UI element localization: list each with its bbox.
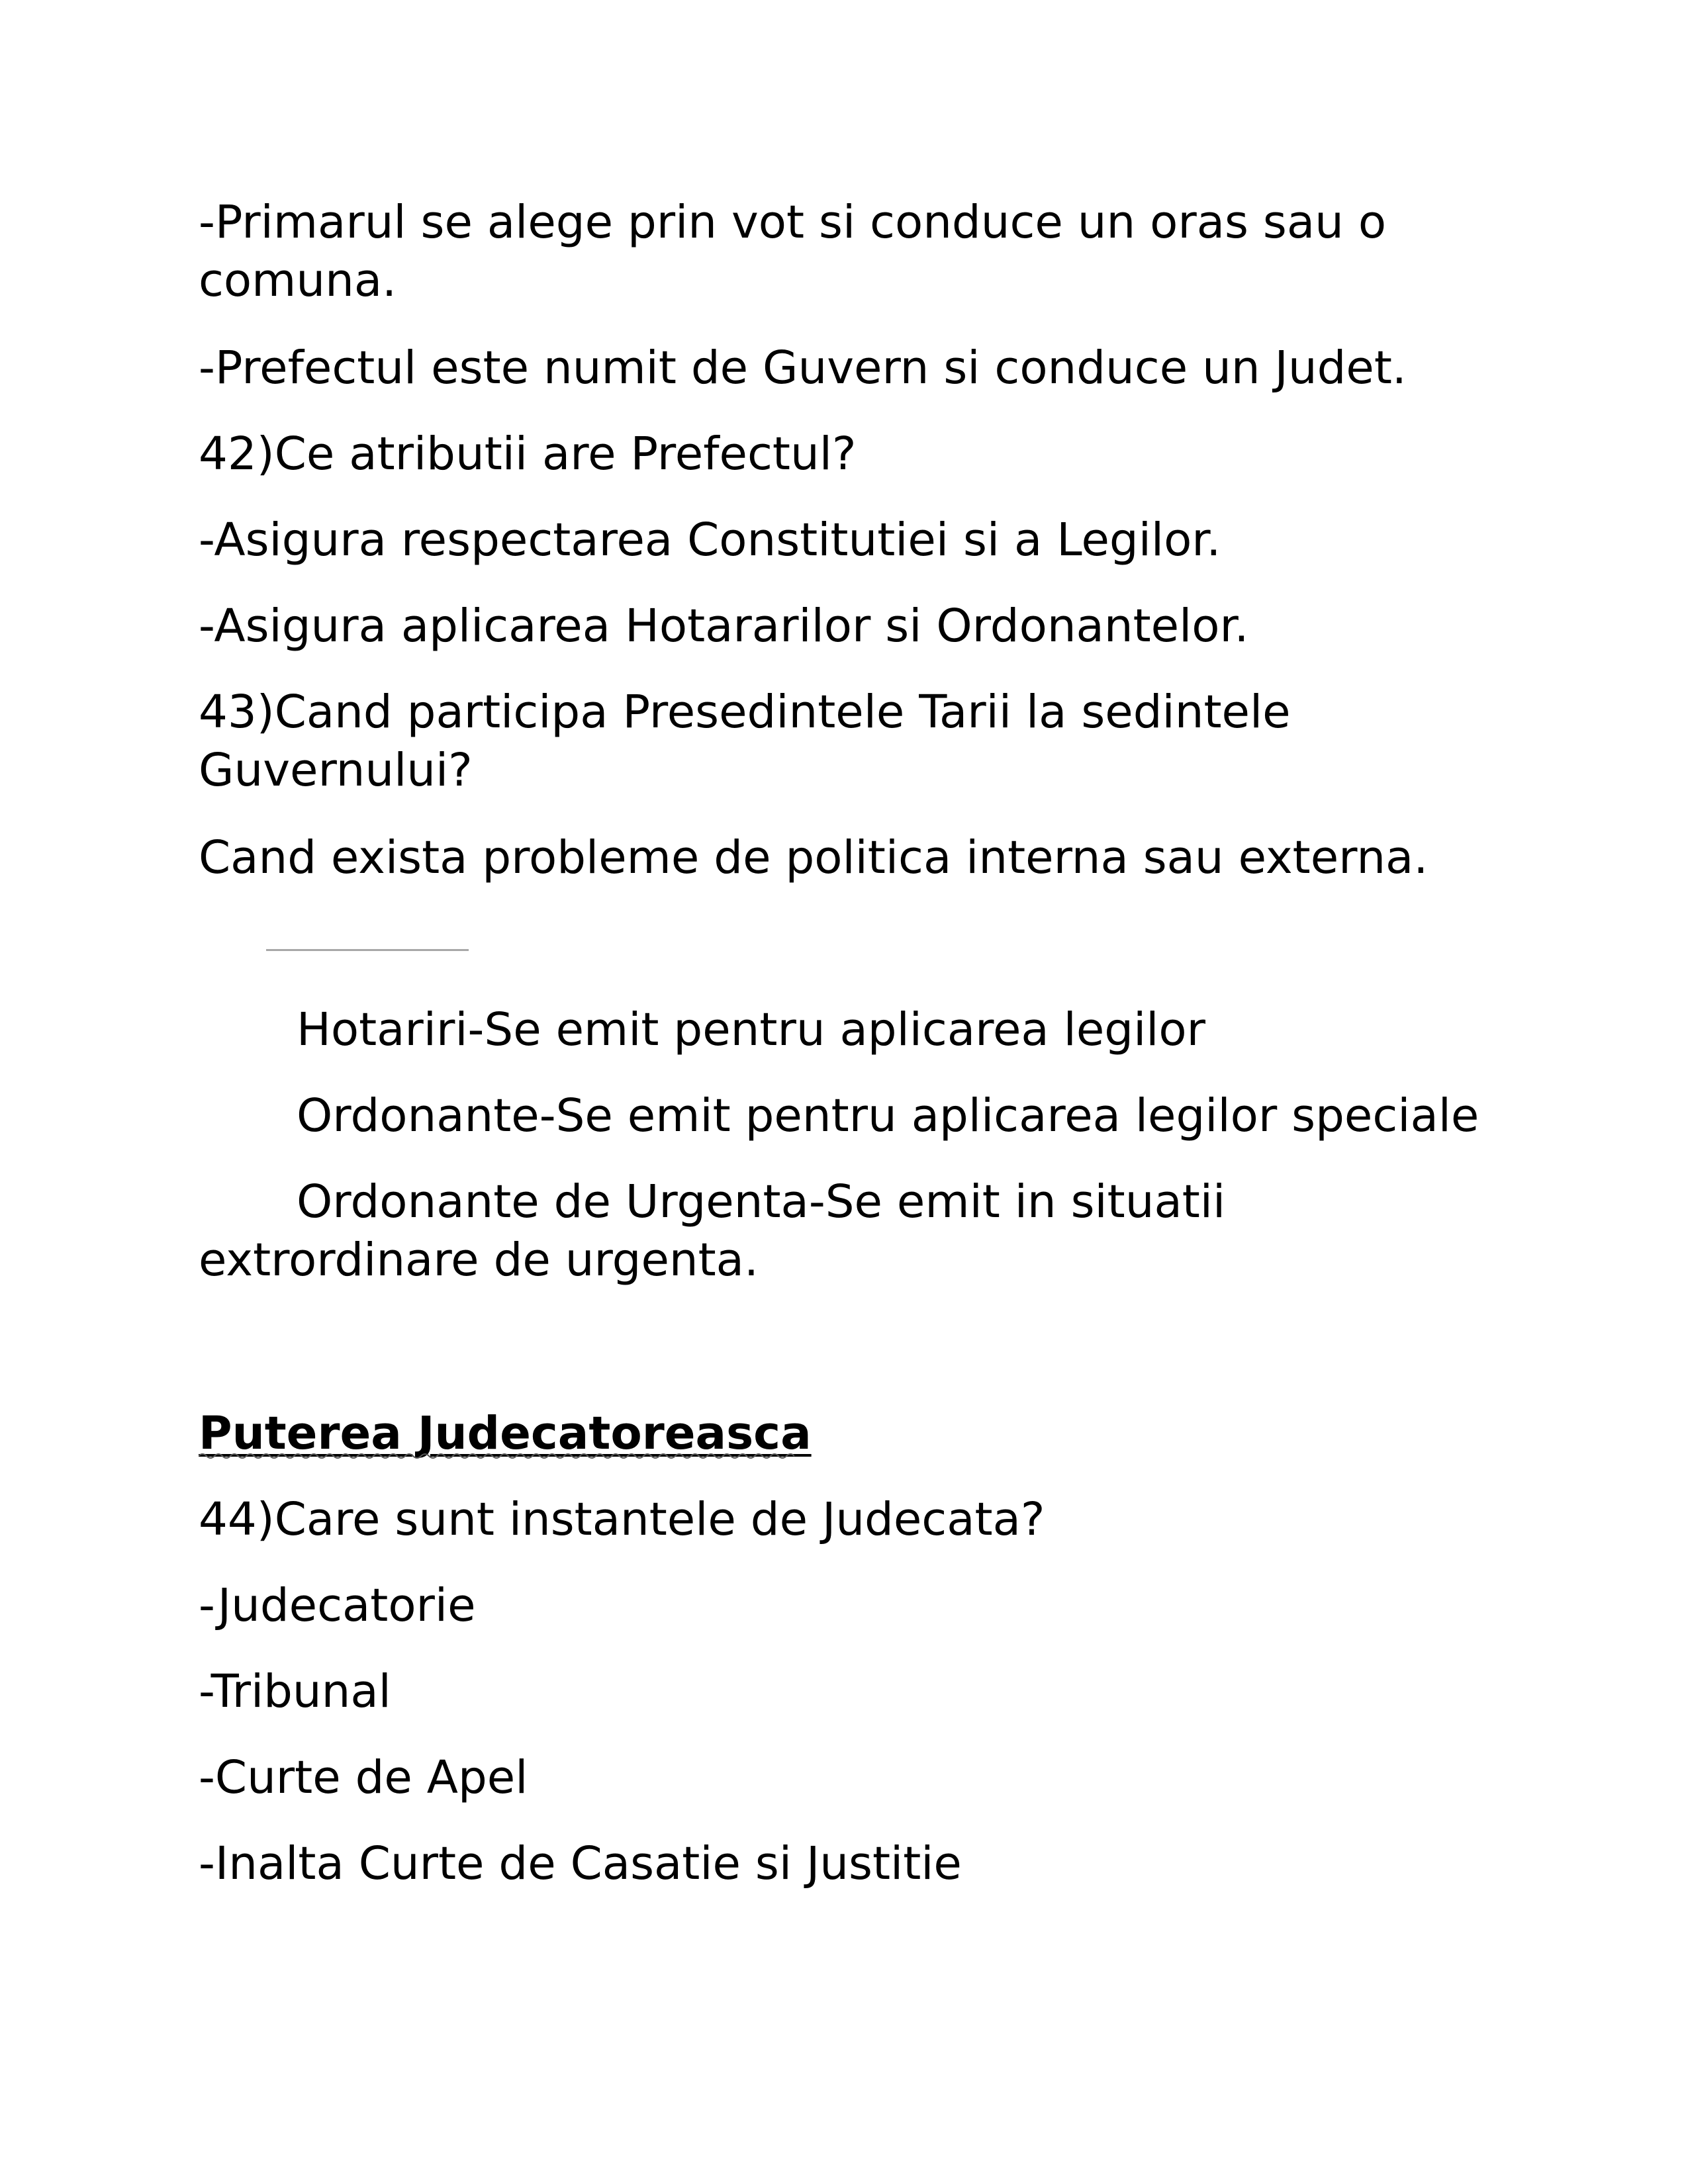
answer-42-constitutie: -Asigura respectarea Constitutiei si a Legilor. [199, 514, 1221, 567]
note-ordonante: Ordonante-Se emit pentru aplicarea legilor speciale [297, 1089, 1479, 1142]
footnote-divider [266, 949, 469, 951]
court-tribunal: -Tribunal [199, 1665, 391, 1718]
court-curte-de-apel: -Curte de Apel [199, 1751, 528, 1804]
court-inalta-curte: -Inalta Curte de Casatie si Justitie [199, 1837, 962, 1890]
section-heading: Puterea Judecatoreasca [199, 1407, 812, 1460]
question-43: 43)Cand participa Presedintele Tarii la sedintele Guvernului? [199, 686, 1291, 797]
paragraph-primar: -Primarul se alege prin vot si conduce un oras sau o comuna. [199, 196, 1387, 307]
question-44: 44)Care sunt instantele de Judecata? [199, 1493, 1045, 1546]
answer-43: Cand exista probleme de politica interna sau externa. [199, 831, 1429, 884]
answer-42-hotarari: -Asigura aplicarea Hotararilor si Ordonantelor. [199, 600, 1249, 653]
court-judecatorie: -Judecatorie [199, 1579, 476, 1632]
note-hotariri: Hotariri-Se emit pentru aplicarea legilor [297, 1003, 1205, 1056]
note-ordonante-urgenta: Ordonante de Urgenta-Se emit in situatii extrordinare de urgenta. [199, 1175, 1226, 1287]
spellcheck-squiggle [199, 1451, 794, 1461]
question-42: 42)Ce atributii are Prefectul? [199, 428, 857, 480]
paragraph-prefect: -Prefectul este numit de Guvern si conduce un Judet. [199, 341, 1407, 394]
